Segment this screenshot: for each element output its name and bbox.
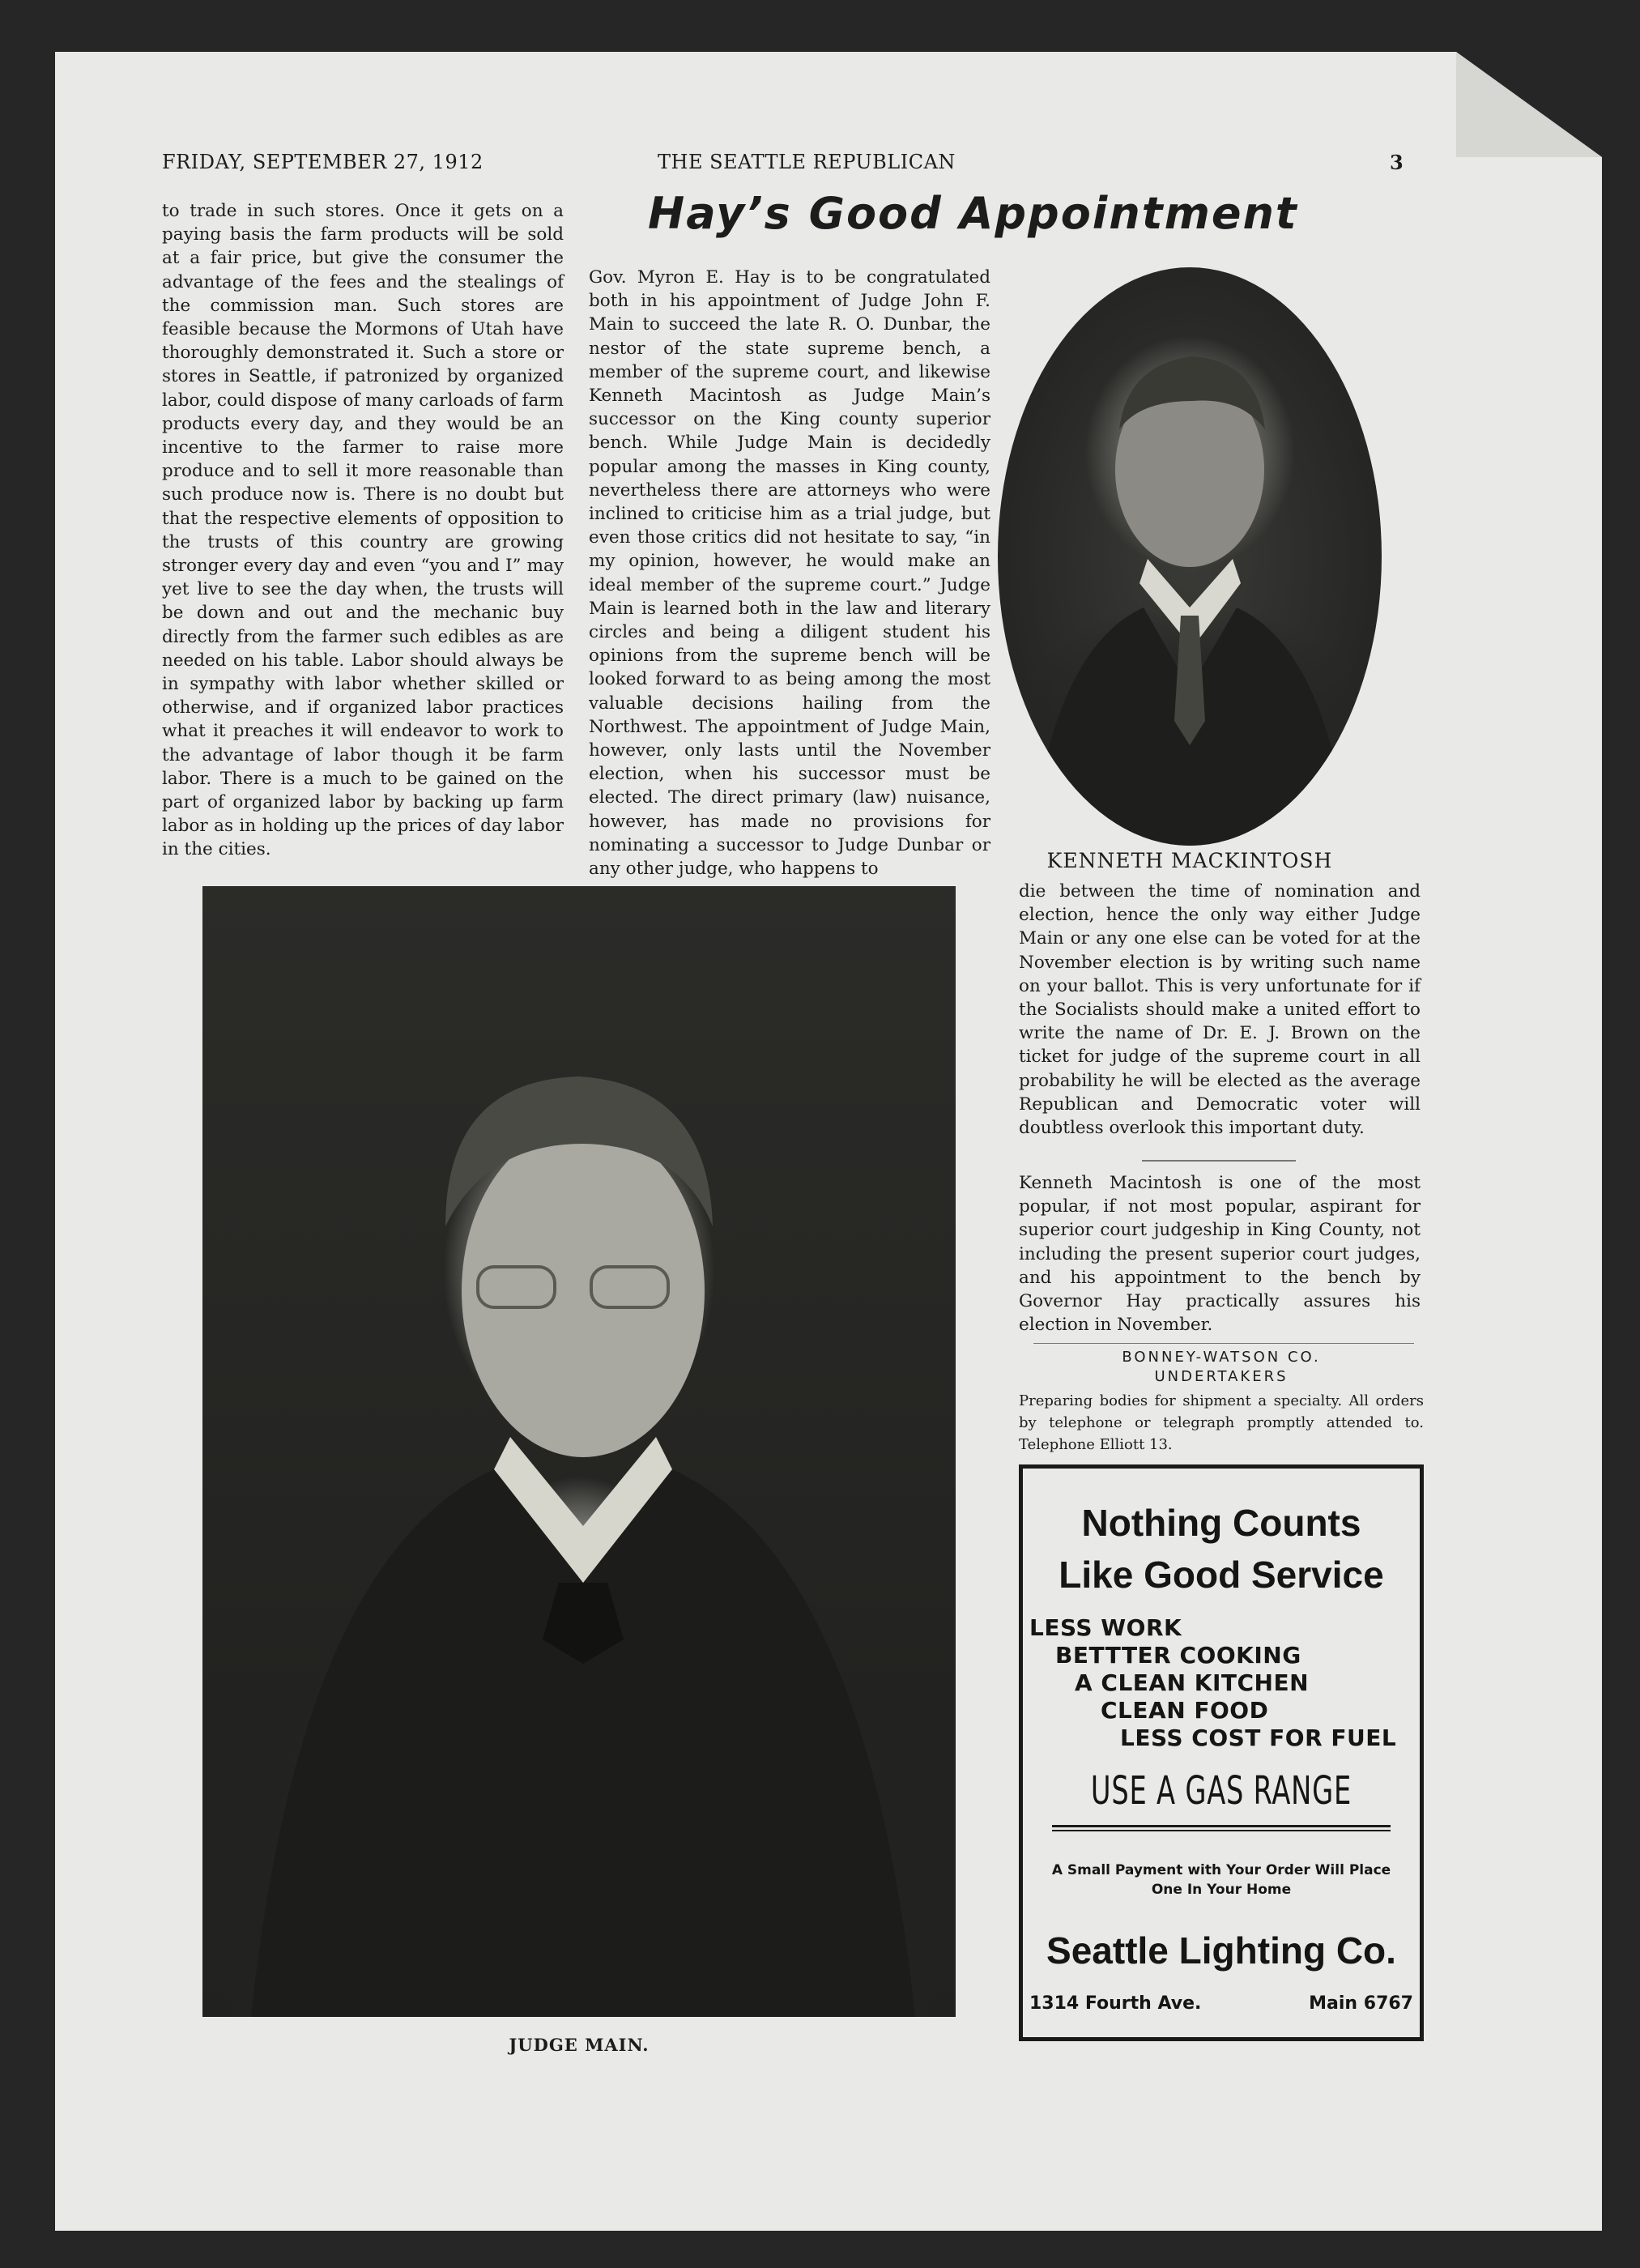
ad-company-name: Seattle Lighting Co. bbox=[1046, 1929, 1396, 1972]
kenneth-mackintosh-portrait bbox=[998, 267, 1382, 846]
section-divider bbox=[1142, 1160, 1296, 1162]
ad-phone: Main 6767 bbox=[1309, 1993, 1413, 2014]
portrait-silhouette bbox=[202, 886, 956, 2017]
ad-cta-underline-2 bbox=[1052, 1830, 1391, 1831]
ad-cta-underline bbox=[1052, 1825, 1391, 1827]
gas-range-advertisement bbox=[1019, 1464, 1424, 2041]
ad-headline-2: Like Good Service bbox=[1059, 1554, 1384, 1596]
header-paper-name: THE SEATTLE REPUBLICAN bbox=[658, 151, 956, 173]
folded-corner-edge bbox=[1456, 52, 1602, 157]
judge-main-portrait bbox=[202, 886, 956, 2017]
ad-benefit-2: BETTTER COOKING bbox=[1055, 1642, 1301, 1669]
left-column-text: to trade in such stores. Once it gets on a paying basis the farm products will be sold at a fair price, but give the consumer the advantage of the fees and the stealings of the commission man. Such stores are feasible because the Mormons of Utah have thoroughly demonstrated it. Such a store or stores in Seattle, if patronized by organized labor, could dispose of many carloads of farm products every day, and they would be an incentive to the farmer to raise more produce and to sell it more reasonable than such produce now is. There is no doubt but that the respective elements of opposition to the trusts of this country are growing stronger every day and even “you and I” may yet live to see the day when, the trusts will be down and out and the mechanic buy directly from the farmer such edibles as are needed on his table. Labor should always be in sympathy with labor whether skilled or otherwise, and if organized labor practices what it preaches it will endeavor to work to the advantage of labor though it be farm labor. There is a much to be gained on the part of organized labor by backing up farm labor as in holding up the prices of day labor in the cities. bbox=[162, 201, 564, 860]
mackintosh-caption: KENNETH MACKINTOSH bbox=[1046, 849, 1333, 872]
article-body-part-3: Kenneth Macintosh is one of the most popular, if not most popular, aspirant for superior court judgeship in King County, not including the present superior court judges, and his appointment to the bench by Governor Hay practically assures his election in November. bbox=[1019, 1173, 1421, 1336]
undertaker-name: BONNEY-WATSON CO. bbox=[1122, 1349, 1321, 1366]
article-body-part-1: Gov. Myron E. Hay is to be congratulated both in his appointment of Judge John F. Main to succeed the late R. O. Dunbar, the nestor of the state supreme bench, a member of the supreme court, and likewise Kenneth Macintosh as Judge Main’s successor on the King county superior bench. While Judge Main is decidedly popular among the masses in King county, nevertheless there are attorneys who were inclined to criticise him as a trial judge, but even those critics did not hesitate to say, “in my opinion, however, he would make an ideal member of the supreme court.” Judge Main is learned both in the law and literary circles and being a diligent student his opinions from the supreme bench will be looked forward to as being among the most valuable decisions hailing from the Northwest. The appointment of Judge Main, however, only lasts until the November election, when his successor must be elected. The direct primary (law) nuisance, however, has made no provisions for nominating a successor to Judge Dunbar or any other judge, who happens to bbox=[589, 267, 990, 880]
portrait-silhouette bbox=[998, 267, 1382, 846]
header-date: FRIDAY, SEPTEMBER 27, 1912 bbox=[162, 151, 483, 173]
ad-call-to-action: USE A GAS RANGE bbox=[1090, 1768, 1352, 1814]
header-page-number: 3 bbox=[1390, 151, 1404, 174]
undertaker-subtitle: UNDERTAKERS bbox=[1154, 1368, 1289, 1385]
ad-benefit-5: LESS COST FOR FUEL bbox=[1120, 1724, 1397, 1751]
undertaker-notice-text: Preparing bodies for shipment a specialty. All orders by telephone or telegraph promptly attended to. Telephone Elliott 13. bbox=[1019, 1392, 1424, 1453]
article-headline: Hay’s Good Appointment bbox=[648, 188, 1298, 239]
judge-main-caption: JUDGE MAIN. bbox=[509, 2035, 650, 2055]
ad-payment-note: A Small Payment with Your Order Will Place One In Your Home bbox=[1051, 1862, 1391, 1898]
ad-benefit-1: LESS WORK bbox=[1029, 1614, 1182, 1641]
ad-address: 1314 Fourth Ave. bbox=[1029, 1993, 1202, 2014]
notice-divider bbox=[1033, 1343, 1414, 1344]
ad-benefit-3: A CLEAN KITCHEN bbox=[1075, 1669, 1310, 1696]
article-body-part-2: die between the time of nomination and election, hence the only way either Judge Main or any one else can be voted for at the November election is by writing such name on your ballot. This is very unfortunate for if the Socialists should make a united effort to write the name of Dr. E. J. Brown on the ticket for judge of the supreme court in all probability he will be elected as the average Republican and Democratic voter will doubtless overlook this important duty. bbox=[1019, 881, 1421, 1139]
ad-benefit-4: CLEAN FOOD bbox=[1101, 1697, 1269, 1724]
ad-headline-1: Nothing Counts bbox=[1081, 1502, 1361, 1544]
